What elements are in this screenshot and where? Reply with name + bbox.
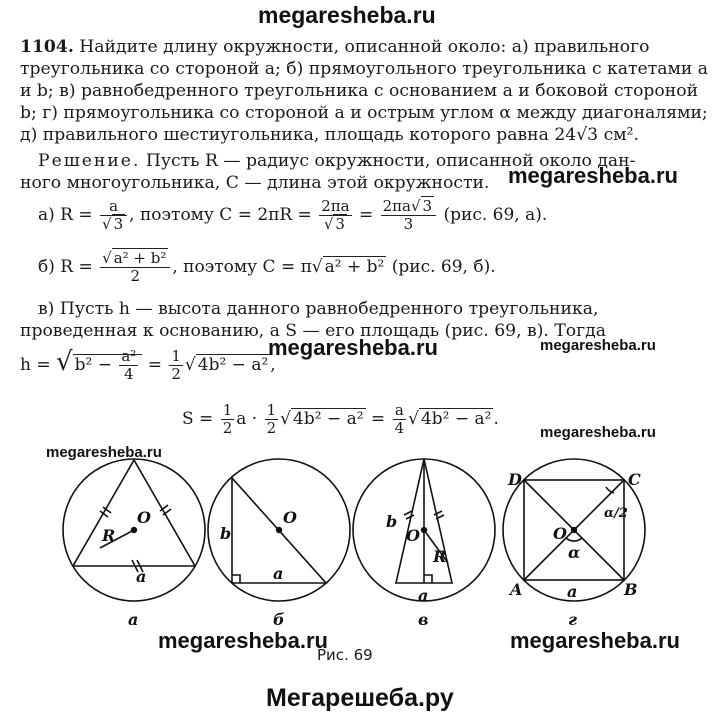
figure-label-a: а bbox=[128, 610, 139, 629]
label-O: O bbox=[137, 508, 151, 527]
eq-a-middle: , поэтому C = 2πR = bbox=[129, 205, 312, 225]
fraction: $\frac{\text{√ a² + b²}}{2}$ bbox=[100, 250, 170, 285]
label-D: D bbox=[508, 470, 522, 489]
label-O: O bbox=[283, 508, 297, 527]
center-point bbox=[276, 527, 282, 533]
equation-h: h = √ b² − $\frac{\text{a²}}{4}$ = $\frac{1}{2}$ √ 4b² − a² , bbox=[20, 347, 276, 383]
eq-b-suffix: (рис. 69, б). bbox=[391, 257, 496, 277]
problem-line-4: b; г) прямоугольника со стороной a и острым углом α между диагоналями; bbox=[20, 103, 708, 123]
solution-heading: Решение. bbox=[38, 151, 141, 171]
label-O: O bbox=[553, 524, 567, 543]
eq-b-middle: , поэтому C = π bbox=[172, 257, 312, 277]
equation-a: а) R = $\frac{a}{√ 3}$ , поэтому C = 2πR = $\frac{2\pi a}{√ 3}$ = $\frac{2\pi a√ 3}{3}$ (рис. 69, а). bbox=[38, 197, 548, 233]
figure-label-b: б bbox=[273, 610, 285, 629]
center-point bbox=[131, 527, 137, 533]
problem-line-5: д) правильного шестиугольника, площадь которого равна 24√3 см². bbox=[20, 125, 639, 145]
problem-line-3: и b; в) равнобедренного треугольника с основанием a и боковой стороной bbox=[20, 81, 699, 101]
fraction: $\frac{a}{√ 3}$ bbox=[100, 198, 127, 233]
triangle-a bbox=[73, 460, 195, 566]
eq-h-prefix: h = bbox=[20, 355, 51, 375]
label-alpha: α bbox=[568, 543, 581, 562]
solution-v-line-2: проведенная к основанию, а S — его площадь (рис. 69, в). Тогда bbox=[20, 321, 606, 341]
label-R: R bbox=[433, 547, 447, 566]
eq-b-prefix: б) R = bbox=[38, 257, 93, 277]
watermark: megaresheba.ru bbox=[158, 628, 328, 653]
watermark-top: megaresheba.ru bbox=[258, 2, 436, 28]
solution-text: Пусть R — радиус окружности, описанной около дан- bbox=[145, 151, 636, 171]
watermark: megaresheba.ru bbox=[540, 337, 656, 354]
figure-label-g: г bbox=[568, 610, 577, 629]
label-R: R bbox=[102, 526, 116, 545]
label-a: a bbox=[567, 582, 578, 601]
eq-s-prefix: S = bbox=[182, 409, 214, 429]
watermark: megaresheba.ru bbox=[268, 335, 438, 360]
fraction: $\frac{2\pi a√ 3}{3}$ bbox=[381, 198, 436, 233]
label-B: B bbox=[624, 580, 638, 599]
figure-caption: Рис. 69 bbox=[317, 646, 373, 664]
figure-label-v: в bbox=[418, 610, 429, 629]
label-O: O bbox=[406, 526, 420, 545]
watermark: megaresheba.ru bbox=[46, 444, 162, 461]
center-point bbox=[421, 527, 427, 533]
center-point bbox=[571, 527, 577, 533]
eq-a-suffix: (рис. 69, а). bbox=[443, 205, 548, 225]
fraction: $\frac{2\pi a}{√ 3}$ bbox=[321, 197, 350, 233]
problem-number: 1104. bbox=[20, 37, 74, 57]
label-alpha-half: α/2 bbox=[604, 506, 628, 521]
equation-s: S = $\frac{1}{2}$ a · $\frac{1}{2}$ √ 4b² − a² = $\frac{a}{4}$ √ 4b² − a² . bbox=[182, 401, 499, 437]
watermark: megaresheba.ru bbox=[508, 163, 678, 188]
footer-title: Мегарешеба.ру bbox=[266, 684, 454, 712]
eq-a-prefix: а) R = bbox=[38, 205, 93, 225]
solution-line-1 bbox=[38, 150, 635, 172]
problem-line-2: треугольника со стороной a; б) прямоугольного треугольника с катетами a bbox=[20, 59, 709, 79]
solution-line-2: ного многоугольника, C — длина этой окружности. bbox=[20, 173, 490, 193]
label-a: a bbox=[418, 586, 429, 605]
solution-v-line-1: в) Пусть h — высота данного равнобедренного треугольника, bbox=[38, 299, 599, 319]
label-A: A bbox=[510, 580, 523, 599]
watermark: megaresheba.ru bbox=[510, 628, 680, 653]
equation-b: б) R = $\frac{\text{√ a² + b²}}{2}$ , поэтому C = π√ a² + b² (рис. 69, б). bbox=[38, 249, 496, 285]
problem-line-1 bbox=[20, 36, 649, 58]
figure-69 bbox=[0, 455, 720, 630]
label-b: b bbox=[386, 512, 398, 531]
watermark: megaresheba.ru bbox=[540, 424, 656, 441]
problem-text: Найдите длину окружности, описанной около: а) правильного bbox=[79, 37, 650, 57]
label-a: a bbox=[136, 567, 147, 586]
label-b: b bbox=[220, 524, 232, 543]
label-C: C bbox=[628, 470, 641, 489]
label-a: a bbox=[273, 564, 284, 583]
